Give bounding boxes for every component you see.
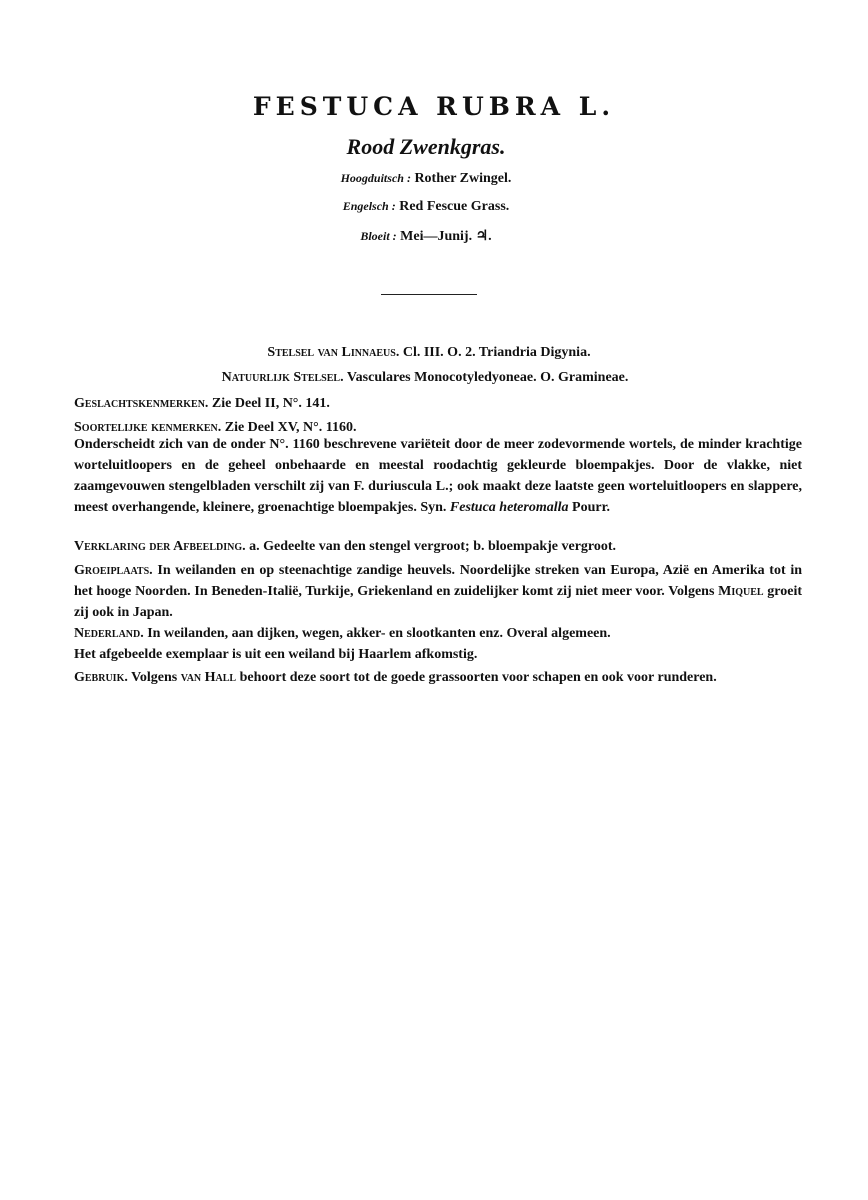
habitat-paragraph	[74, 560, 802, 623]
german-name: Rother Zwingel.	[414, 171, 512, 186]
english-name: Red Fescue Grass.	[399, 199, 510, 214]
species-value: Zie Deel XV, N°. 1160.	[224, 420, 357, 435]
bloom-label: Bloeit :	[360, 229, 397, 243]
genus-label: Geslachtskenmerken.	[74, 396, 209, 411]
linnaeus-label: Stelsel van Linnaeus.	[267, 345, 400, 360]
linnaeus-line	[0, 345, 858, 361]
specimen-text: Het afgebeelde exemplaar is uit een weiland bij Haarlem afkomstig.	[74, 647, 478, 662]
use-author: van Hall	[180, 670, 237, 685]
genus-value: Zie Deel II, N°. 141.	[211, 396, 330, 411]
netherlands-value: In weilanden, aan dijken, wegen, akker- en slootkanten enz. Overal algemeen.	[147, 626, 611, 641]
natural-system-line	[0, 370, 850, 386]
use-text: Volgens	[131, 670, 178, 685]
netherlands-paragraph	[74, 623, 802, 644]
natural-system-value: Vasculares Monocotyledyoneae. O. Gramineae.	[346, 370, 629, 385]
genus-characteristics	[74, 393, 802, 414]
figure-explanation	[74, 536, 802, 557]
linnaeus-value: Cl. III. O. 2. Triandria Digynia.	[402, 345, 591, 360]
habitat-author: Miquel	[718, 584, 764, 599]
specimen-origin	[74, 644, 802, 665]
figure-explanation-value: a. Gedeelte van den stengel vergroot; b. bloempakje vergroot.	[249, 539, 617, 554]
page-subtitle: Rood Zwenkgras.	[346, 134, 506, 159]
habitat-text-after: groeit zij ook in Japan.	[74, 584, 803, 620]
description-text: Onderscheidt zich van de onder N°. 1160 beschrevene variëteit door de meer zodevormende wortels, de minder krachtige worteluitloopers en de geheel onbehaarde en meestal roodachtig gekleurde bloempakjes. Door de vlakke, niet zaamgevouwen stengelbladen verschilt zij van F. duriuscula L.; ook maakt deze laatste geen worteluitloopers en slappere, meest overhangende, kleinere, groenachtige bloempakjes. Syn.	[74, 437, 802, 515]
german-name-line	[0, 171, 852, 187]
use-text-after: behoort deze soort tot de goede grassoorten voor schapen en ook voor runderen.	[239, 670, 717, 685]
natural-system-label: Natuurlijk Stelsel.	[221, 370, 344, 385]
bloom-value: Mei—Junij. ♃.	[400, 229, 492, 244]
page-title: FESTUCA RUBRA L.	[252, 92, 616, 121]
synonym-author: Pourr.	[572, 500, 611, 515]
use-label: Gebruik.	[74, 670, 128, 685]
synonym-name: Festuca heteromalla	[449, 500, 569, 515]
netherlands-label: Nederland.	[74, 626, 144, 641]
use-paragraph	[74, 667, 802, 688]
species-label: Soortelijke kenmerken.	[74, 420, 222, 435]
habitat-label: Groeiplaats.	[74, 563, 153, 578]
english-label: Engelsch :	[342, 199, 396, 213]
german-label: Hoogduitsch :	[340, 171, 411, 185]
figure-explanation-label: Verklaring der Afbeelding.	[74, 539, 246, 554]
habitat-text: In weilanden en op steenachtige zandige heuvels. Noordelijke streken van Europa, Azië en Amerika tot in het hooge Noorden. In Beneden-Italië, Turkije, Griekenland en zuidelijker komt zij niet meer voor. Volgens	[74, 563, 802, 599]
bloom-line	[0, 228, 852, 245]
description-paragraph	[74, 434, 802, 518]
section-divider	[381, 294, 477, 295]
english-name-line	[0, 199, 852, 215]
